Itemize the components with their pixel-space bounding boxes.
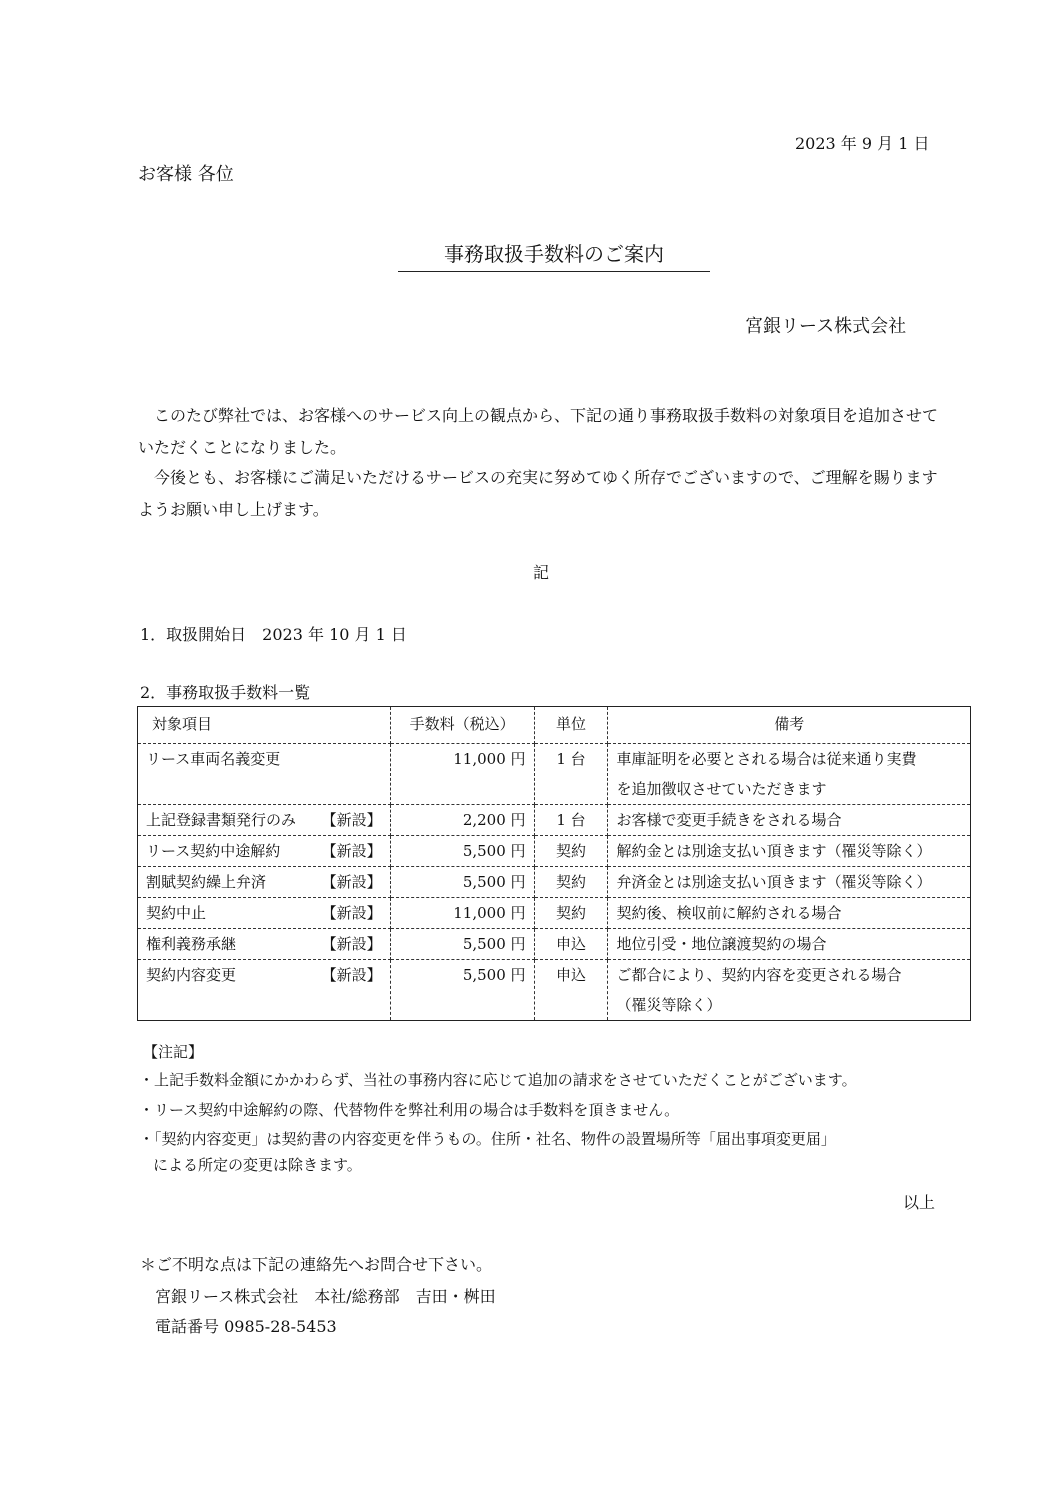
- cell-unit: 契約: [534, 836, 608, 867]
- cell-remarks: [608, 867, 971, 898]
- header-remarks: 備考: [608, 707, 971, 744]
- section-fee-list: 2．事務取扱手数料一覧: [140, 683, 311, 702]
- item-label: リース車両名義変更: [146, 750, 281, 768]
- remark-line: （罹災等除く）: [616, 996, 722, 1014]
- cell-item: [138, 867, 391, 898]
- cell-remarks: [608, 960, 971, 1021]
- remark-line: 車庫証明を必要とされる場合は従来通り実費: [616, 750, 917, 768]
- cell-item: [138, 744, 391, 805]
- recipient: お客様 各位: [138, 164, 234, 185]
- new-tag: 【新設】: [321, 904, 382, 922]
- cell-fee: 5,500 円: [390, 836, 534, 867]
- cell-item: [138, 805, 391, 836]
- new-tag: 【新設】: [321, 842, 382, 860]
- note-item-continuation: による所定の変更は除きます。: [153, 1156, 362, 1174]
- table-row: [138, 929, 971, 960]
- sender-company: 宮銀リース株式会社: [745, 316, 907, 337]
- remark-line: 弁済金とは別途支払い頂きます（罹災等除く）: [616, 873, 932, 891]
- cell-unit: 申込: [534, 960, 608, 1021]
- cell-fee: 11,000 円: [390, 744, 534, 805]
- cell-unit: 契約: [534, 898, 608, 929]
- section-start-date: 1．取扱開始日 2023 年 10 月 1 日: [140, 625, 407, 644]
- intro-paragraph-2-text: 今後とも、お客様にご満足いただけるサービスの充実に努めてゆく所存でございますので、ご理解を賜りますようお願い申し上げます。: [138, 468, 938, 519]
- document-title: 事務取扱手数料のご案内: [398, 238, 710, 272]
- item-label: 契約中止: [146, 904, 207, 922]
- table-row: [138, 898, 971, 929]
- cell-fee: 5,500 円: [390, 929, 534, 960]
- new-tag: 【新設】: [321, 966, 382, 984]
- cell-unit: 1 台: [534, 744, 608, 805]
- remark-line: を追加徴収させていただきます: [616, 780, 827, 798]
- cell-fee: 2,200 円: [390, 805, 534, 836]
- ki-heading: 記: [533, 563, 550, 582]
- note-item: ・上記手数料金額にかかわらず、当社の事務内容に応じて追加の請求をさせていただくことがございます。: [139, 1071, 857, 1089]
- intro-paragraph-1-text: このたび弊社では、お客様へのサービス向上の観点から、下記の通り事務取扱手数料の対象項目を追加させていただくことになりました。: [138, 406, 939, 457]
- new-tag: 【新設】: [321, 811, 382, 829]
- cell-item: [138, 836, 391, 867]
- header-unit: 単位: [534, 707, 608, 744]
- cell-remarks: [608, 929, 971, 960]
- contact-intro: ＊ご不明な点は下記の連絡先へお問合せ下さい。: [140, 1255, 493, 1274]
- cell-remarks: [608, 898, 971, 929]
- item-label: 上記登録書類発行のみ: [146, 811, 297, 829]
- cell-item: [138, 898, 391, 929]
- cell-remarks: [608, 744, 971, 805]
- cell-item: [138, 960, 391, 1021]
- intro-paragraph-1: [138, 400, 938, 464]
- note-item: ・「契約内容変更」は契約書の内容変更を伴うもの。住所・社名、物件の設置場所等「届出事項変更届」: [139, 1130, 836, 1148]
- contact-line: 宮銀リース株式会社 本社/総務部 吉田・桝田: [155, 1287, 496, 1306]
- cell-fee: 5,500 円: [390, 960, 534, 1021]
- cell-remarks: [608, 836, 971, 867]
- remark-line: 解約金とは別途支払い頂きます（罹災等除く）: [616, 842, 932, 860]
- cell-unit: 1 台: [534, 805, 608, 836]
- intro-paragraph-2: [138, 462, 938, 526]
- item-label: 割賦契約繰上弁済: [146, 873, 267, 891]
- notes-heading: 【注記】: [143, 1043, 204, 1061]
- remark-line: お客様で変更手続きをされる場合: [616, 811, 842, 829]
- cell-fee: 11,000 円: [390, 898, 534, 929]
- cell-item: [138, 929, 391, 960]
- item-label: 権利義務承継: [146, 935, 237, 953]
- new-tag: 【新設】: [321, 873, 382, 891]
- item-label: リース契約中途解約: [146, 842, 281, 860]
- closing-word: 以上: [903, 1193, 936, 1212]
- header-item: 対象項目: [138, 707, 391, 744]
- cell-unit: 申込: [534, 929, 608, 960]
- remark-line: 地位引受・地位譲渡契約の場合: [616, 935, 827, 953]
- table-row: [138, 836, 971, 867]
- cell-fee: 5,500 円: [390, 867, 534, 898]
- table-row: [138, 867, 971, 898]
- table-row: [138, 744, 971, 805]
- table-row: [138, 960, 971, 1021]
- new-tag: 【新設】: [321, 935, 382, 953]
- document-date: 2023 年 9 月 1 日: [795, 134, 930, 153]
- cell-remarks: [608, 805, 971, 836]
- note-item: ・リース契約中途解約の際、代替物件を弊社利用の場合は手数料を頂きません。: [139, 1101, 680, 1119]
- header-fee: 手数料（税込）: [390, 707, 534, 744]
- table-header-row: [138, 707, 971, 744]
- item-label: 契約内容変更: [146, 966, 237, 984]
- remark-line: 契約後、検収前に解約される場合: [616, 904, 842, 922]
- cell-unit: 契約: [534, 867, 608, 898]
- remark-line: ご都合により、契約内容を変更される場合: [616, 966, 902, 984]
- contact-phone: 電話番号 0985-28-5453: [155, 1317, 337, 1336]
- fee-table: [137, 706, 971, 1021]
- table-row: [138, 805, 971, 836]
